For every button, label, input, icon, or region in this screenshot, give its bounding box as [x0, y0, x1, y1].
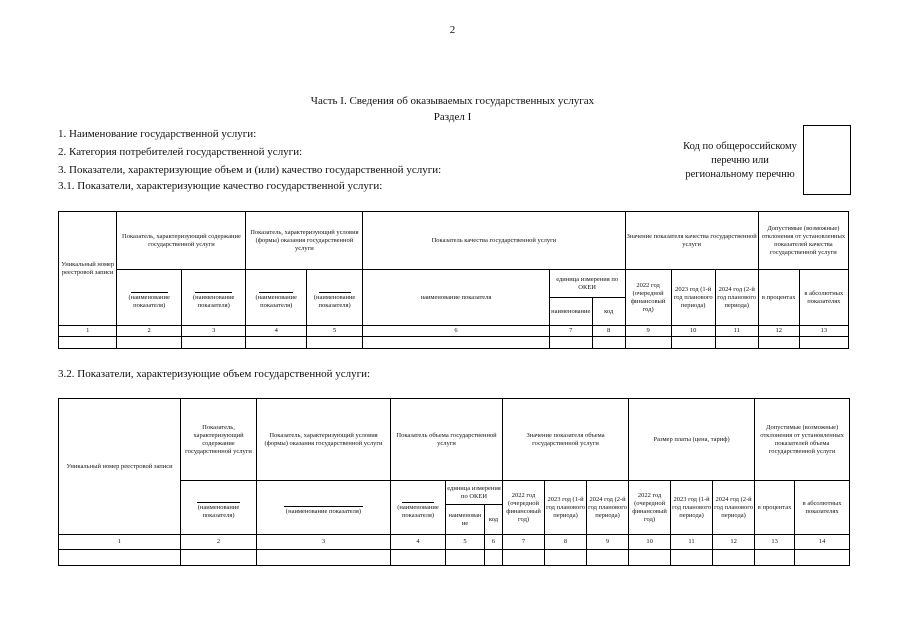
- column-number: 5: [306, 326, 362, 337]
- conditions-indicator-header: Показатель, характеризующий условия (формы) оказания государственной услуги: [246, 212, 363, 270]
- column-number: 11: [715, 326, 758, 337]
- registry-code-label: [676, 140, 804, 182]
- conditions-indicator-name-1: (наименование показателя): [246, 270, 306, 326]
- deviation-percent-header: в процентах: [755, 481, 795, 535]
- column-number: 3: [181, 326, 246, 337]
- content-indicator-name-2: (наименование показателя): [181, 270, 246, 326]
- empty-cell[interactable]: [755, 550, 795, 566]
- column-number: 13: [755, 535, 795, 550]
- column-number: 1: [59, 326, 117, 337]
- column-number: 3: [257, 535, 391, 550]
- volume-value-header: Значение показателя объема государственной услуги: [503, 399, 629, 481]
- empty-cell[interactable]: [59, 337, 117, 349]
- deviation-absolute-header: в абсолютных показателях: [799, 270, 848, 326]
- empty-cell[interactable]: [758, 337, 799, 349]
- deviation-header: Допустимые (возможные) отклонения от установленных показателей качества государственной услуги: [758, 212, 848, 270]
- part-title: Часть I. Сведения об оказываемых государственных услугах: [310, 95, 595, 107]
- year-2022-header: 2022 год (очередной финансовый год): [625, 270, 671, 326]
- quality-indicator-name-header: наименование показателя: [363, 270, 549, 326]
- volume-year-2023-header: 2023 год (1-й год планового периода): [545, 481, 587, 535]
- column-number: 10: [629, 535, 671, 550]
- column-number: 8: [592, 326, 625, 337]
- empty-cell[interactable]: [306, 337, 362, 349]
- empty-cell[interactable]: [715, 337, 758, 349]
- unit-code-header: код: [592, 298, 625, 326]
- conditions-indicator-header: Показатель, характеризующий условия (формы) оказания государственной услуги: [257, 399, 391, 481]
- column-number: 13: [799, 326, 848, 337]
- content-indicator-name-1: (наименование показателя): [117, 270, 182, 326]
- column-number: 6: [485, 535, 503, 550]
- column-number: 7: [503, 535, 545, 550]
- empty-cell[interactable]: [181, 337, 246, 349]
- column-number: 2: [117, 326, 182, 337]
- quality-value-header: Значение показателя качества государственной услуги: [625, 212, 758, 270]
- quality-indicators-table: [58, 211, 849, 349]
- volume-indicators-table: [58, 398, 850, 566]
- column-number: 11: [671, 535, 713, 550]
- table-row: [59, 550, 850, 566]
- deviation-percent-header: в процентах: [758, 270, 799, 326]
- column-number: 4: [246, 326, 306, 337]
- column-number: 14: [795, 535, 850, 550]
- fee-year-2023-header: 2023 год (1-й год планового периода): [671, 481, 713, 535]
- unique-number-header: Уникальный номер реестровой записи: [59, 212, 117, 326]
- fee-year-2024-header: 2024 год (2-й год планового периода): [713, 481, 755, 535]
- empty-cell[interactable]: [587, 550, 629, 566]
- unit-okei-header: единица измерения по ОКЕИ: [549, 270, 625, 298]
- conditions-indicator-name: (наименование показателя): [257, 481, 391, 535]
- unit-name-header: наименование: [549, 298, 592, 326]
- empty-cell[interactable]: [799, 337, 848, 349]
- column-number: 1: [59, 535, 181, 550]
- empty-cell[interactable]: [257, 550, 391, 566]
- section-title: Раздел I: [433, 111, 472, 123]
- column-number: 9: [587, 535, 629, 550]
- column-number: 8: [545, 535, 587, 550]
- column-number: 4: [391, 535, 446, 550]
- year-2024-header: 2024 год (2-й год планового периода): [715, 270, 758, 326]
- table-row: [59, 337, 849, 349]
- unit-okei-header: единица измерения по ОКЕИ: [446, 481, 503, 505]
- volume-indicators-heading: 3.2. Показатели, характеризующие объем государственной услуги:: [58, 368, 371, 380]
- content-indicator-header: Показатель, характеризующий содержание государственной услуги: [181, 399, 257, 481]
- empty-cell[interactable]: [795, 550, 850, 566]
- empty-cell[interactable]: [671, 337, 715, 349]
- code-label-line-2: перечню или: [711, 155, 769, 166]
- empty-cell[interactable]: [671, 550, 713, 566]
- empty-cell[interactable]: [503, 550, 545, 566]
- content-indicator-header: Показатель, характеризующий содержание государственной услуги: [117, 212, 246, 270]
- column-number: 6: [363, 326, 549, 337]
- deviation-absolute-header: в абсолютных показателях: [795, 481, 850, 535]
- empty-cell[interactable]: [391, 550, 446, 566]
- empty-cell[interactable]: [59, 550, 181, 566]
- empty-cell[interactable]: [713, 550, 755, 566]
- year-2023-header: 2023 год (1-й год планового периода): [671, 270, 715, 326]
- column-number: 12: [713, 535, 755, 550]
- fee-year-2022-header: 2022 год (очередной финансовый год): [629, 481, 671, 535]
- empty-cell[interactable]: [181, 550, 257, 566]
- registry-code-box[interactable]: [803, 125, 851, 195]
- volume-year-2022-header: 2022 год (очередной финансовый год): [503, 481, 545, 535]
- fee-header: Размер платы (цена, тариф): [629, 399, 755, 481]
- empty-cell[interactable]: [446, 550, 485, 566]
- empty-cell[interactable]: [545, 550, 587, 566]
- volume-year-2024-header: 2024 год (2-й год планового периода): [587, 481, 629, 535]
- quality-indicator-header: Показатель качества государственной услуги: [363, 212, 625, 270]
- column-number: 12: [758, 326, 799, 337]
- column-number: 10: [671, 326, 715, 337]
- empty-cell[interactable]: [629, 550, 671, 566]
- consumer-category-line: 2. Категория потребителей государственной услуги:: [58, 146, 303, 158]
- column-number: 2: [181, 535, 257, 550]
- indicators-line: 3. Показатели, характеризующие объем и (или) качество государственной услуги:: [58, 164, 442, 176]
- column-number: 5: [446, 535, 485, 550]
- empty-cell[interactable]: [549, 337, 592, 349]
- column-number: 9: [625, 326, 671, 337]
- page-number: 2: [449, 24, 456, 36]
- empty-cell[interactable]: [625, 337, 671, 349]
- empty-cell[interactable]: [117, 337, 182, 349]
- empty-cell[interactable]: [592, 337, 625, 349]
- quality-indicators-line: 3.1. Показатели, характеризующие качество государственной услуги:: [58, 180, 383, 192]
- code-label-line-3: региональному перечню: [685, 169, 795, 180]
- service-name-line: 1. Наименование государственной услуги:: [58, 128, 257, 140]
- volume-indicator-name: (наименование показателя): [391, 481, 446, 535]
- column-number: 7: [549, 326, 592, 337]
- unit-name-header: наименование: [446, 505, 485, 535]
- code-label-line-1: Код по общероссийскому: [683, 141, 797, 152]
- unit-code-header: код: [485, 505, 503, 535]
- volume-indicator-header: Показатель объема государственной услуги: [391, 399, 503, 481]
- unique-number-header: Уникальный номер реестровой записи: [59, 399, 181, 535]
- empty-cell[interactable]: [363, 337, 549, 349]
- empty-cell[interactable]: [485, 550, 503, 566]
- deviation-header: Допустимые (возможные) отклонения от установленных показателей объема государственной услуги: [755, 399, 850, 481]
- conditions-indicator-name-2: (наименование показателя): [306, 270, 362, 326]
- content-indicator-name: (наименование показателя): [181, 481, 257, 535]
- empty-cell[interactable]: [246, 337, 306, 349]
